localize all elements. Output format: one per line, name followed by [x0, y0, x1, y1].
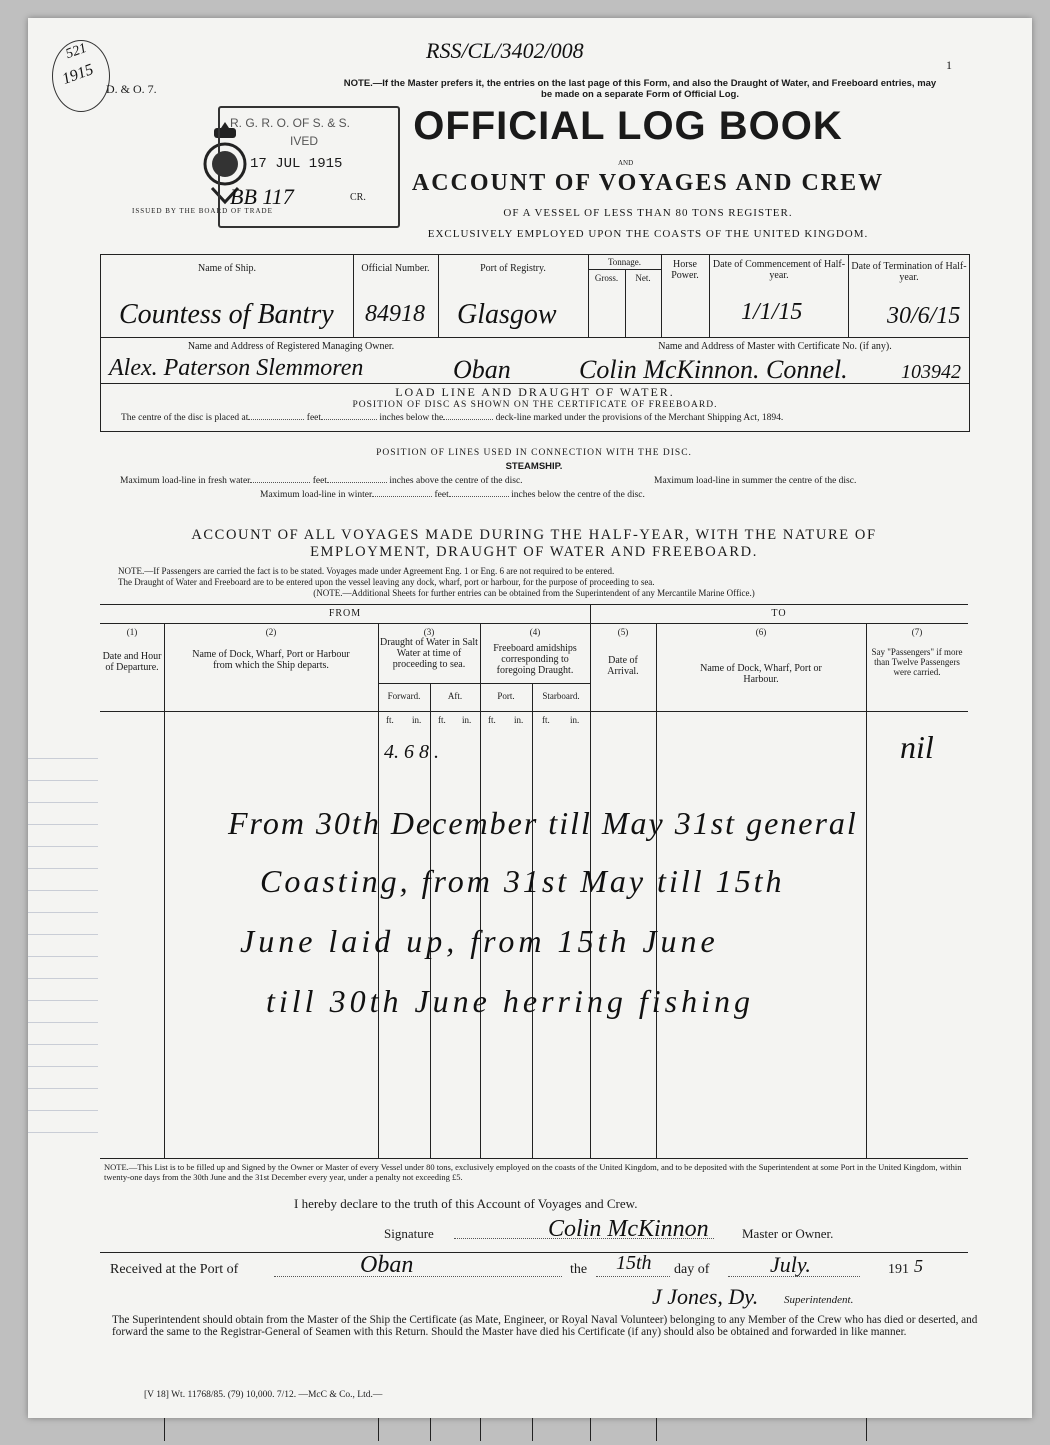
hdr-name-of-ship: Name of Ship. [197, 263, 257, 274]
day-value: 15th [616, 1252, 652, 1274]
winter-c: inches below the centre of the disc. [511, 490, 645, 500]
disc-text-a: The centre of the disc is placed at [121, 413, 249, 423]
page-subtitle: ACCOUNT OF VOYAGES AND CREW [411, 170, 885, 196]
unit-in-4: in. [570, 715, 580, 725]
account-note-3: (NOTE.—Additional Sheets for further entries can be obtained from the Superintendent of any Mercantile Marine Office.) [313, 588, 755, 598]
superintendent-sign: J Jones, Dy. [652, 1284, 759, 1309]
declaration: I hereby declare to the truth of this Account of Voyages and Crew. [294, 1196, 638, 1211]
fresh-c: inches above the centre of the disc. [389, 476, 523, 486]
page-title: OFFICIAL LOG BOOK [413, 104, 843, 148]
account-note-1: NOTE.—If Passengers are carried the fact is to be stated. Voyages made under Agreement Eng. 1 or Eng. 6 are not required to be entered. [118, 566, 615, 576]
summer-line: Maximum load-line in summer the centre of the disc. [654, 476, 857, 486]
col4-header: Freeboard amidships corresponding to foregoing Draught. [493, 643, 577, 676]
disc-text-b: feet [306, 413, 322, 423]
col-num-6: (6) [755, 627, 767, 637]
issued-by: ISSUED BY THE BOARD OF TRADE [132, 207, 273, 215]
fresh-a: Maximum load-line in fresh water [120, 476, 251, 486]
master-label: Name and Address of Master with Certificate No. (if any). [658, 341, 892, 352]
col5-header: Date of Arrival. [607, 655, 639, 677]
commencement-value: 1/1/15 [741, 299, 803, 325]
col2-header: Name of Dock, Wharf, Port or Harbour from which the Ship departs. [192, 649, 350, 671]
col3b-header: Aft. [447, 691, 463, 701]
col-num-1: (1) [126, 627, 138, 637]
unit-ft-3: ft. [488, 715, 496, 725]
passengers-entry: nil [900, 729, 934, 765]
voyage-note-line-3: June laid up, from 15th June [240, 923, 719, 959]
voyage-note-line-2: Coasting, from 31st May till 15th [260, 863, 785, 899]
month-value: July. [770, 1252, 811, 1277]
unit-in-1: in. [412, 715, 422, 725]
day-of-label: day of [674, 1262, 710, 1277]
col6-header: Name of Dock, Wharf, Port or Harbour. [700, 663, 822, 685]
to-header: TO [771, 608, 787, 619]
signature-label: Signature [384, 1226, 434, 1241]
voyage-note-line-4: till 30th June herring fishing [266, 983, 754, 1019]
footer-note: NOTE.—This List is to be filled up and Signed by the Owner or Master of every Vessel under 80 tons, exclusively employed on the coasts of the United Kingdom, and to be deposited with the Superintendent at some Port in the United Kingdom, within twenty-one days from the 30th June and the 31st December every year, under a penalty not exceeding £5. [104, 1162, 962, 1182]
circle-note: 1915 [59, 61, 96, 88]
superintendent-label: Superintendent. [784, 1294, 854, 1306]
hdr-gross: Gross. [594, 273, 619, 283]
stamp-handwritten: BB 117 [230, 184, 294, 209]
header-note: NOTE.—If the Master prefers it, the entries on the last page of this Form, and also the Draught of Water, and Freeboard entries, may be made on a separate Form of Official Log. [343, 78, 937, 100]
account-title-1: ACCOUNT OF ALL VOYAGES MADE DURING THE HALF-YEAR, WITH THE NATURE OF [191, 527, 877, 543]
col4b-header: Starboard. [542, 691, 580, 701]
account-note-2: The Draught of Water and Freeboard are to be entered upon the vessel leaving any dock, wharf, port or harbour, for the purpose of proceeding to sea. [118, 577, 655, 587]
hdr-horse-power: Horse Power. [671, 259, 699, 281]
title-and: AND [618, 159, 634, 167]
signature-value: Colin McKinnon [548, 1216, 709, 1242]
received-port: Oban [360, 1252, 414, 1278]
col3a-header: Forward. [387, 691, 421, 701]
steamship-label: STEAMSHIP. [505, 461, 563, 472]
disc-text-d: deck-line marked under the provisions of the Merchant Shipping Act, 1894. [495, 413, 784, 423]
load-line-title: LOAD LINE AND DRAUGHT OF WATER. [395, 385, 675, 399]
col-num-5: (5) [617, 627, 629, 637]
disc-text-c: inches below the [379, 413, 444, 423]
winter-line [260, 490, 645, 500]
log-book-page [28, 18, 1032, 1418]
ruled-lines [28, 758, 98, 1298]
unit-ft-2: ft. [438, 715, 446, 725]
circle-note-top: 521 [63, 40, 89, 63]
termination-value: 30/6/15 [887, 303, 961, 329]
hdr-termination: Date of Termination of Half-year. [851, 261, 967, 283]
col-num-2: (2) [265, 627, 277, 637]
subtitle-line2: EXCLUSIVELY EMPLOYED UPON THE COASTS OF THE UNITED KINGDOM. [427, 228, 869, 240]
printer-line: [V 18] Wt. 11768/85. (79) 10,000. 7/12. —McC & Co., Ltd.— [144, 1390, 383, 1400]
instructions: The Superintendent should obtain from the Master of the Ship the Certificate (as Mate, Engineer, or Royal Naval Volunteer) belonging to any Member of the Crew who has died or deserted, and forward the same to the Registrar-General of Seamen with this Return. Should the Master have died his Certificate (if any) should also be obtained and forwarded in like manner. [112, 1314, 978, 1338]
footer-block [100, 1158, 968, 1418]
col-num-4: (4) [529, 627, 541, 637]
unit-in-3: in. [514, 715, 524, 725]
disc-line [121, 413, 969, 423]
voyage-note-line-1: From 30th December till May 31st general [228, 805, 858, 841]
unit-in-2: in. [462, 715, 472, 725]
owner-value: Alex. Paterson Slemmoren [109, 355, 364, 381]
col4a-header: Port. [497, 691, 515, 701]
unit-ft-4: ft. [542, 715, 550, 725]
master-value: Colin McKinnon. Connel. [579, 355, 848, 384]
page-number: 1 [946, 58, 952, 72]
subtitle-line1: OF A VESSEL OF LESS THAN 80 TONS REGISTER. [503, 207, 793, 219]
owner-town: Oban [453, 355, 511, 384]
col1-header: Date and Hour of Departure. [102, 651, 162, 673]
winter-b: feet [434, 490, 449, 500]
hdr-commencement: Date of Commencement of Half-year. [712, 259, 846, 281]
unit-ft-1: ft. [386, 715, 394, 725]
hdr-port-of-registry: Port of Registry. [480, 263, 546, 274]
col7-header: Say "Passengers" if more than Twelve Passengers were carried. [871, 647, 963, 677]
year-prefix: 191 [888, 1262, 909, 1277]
draught-entry: 4. 6 8 . [384, 741, 439, 763]
stamp-cr: CR. [350, 192, 366, 203]
received-label: Received at the Port of [110, 1262, 239, 1277]
master-or-owner: Master or Owner. [742, 1226, 834, 1241]
port-of-registry-value: Glasgow [457, 299, 557, 330]
reference-number: RSS/CL/3402/008 [426, 38, 584, 63]
master-cert: 103942 [901, 361, 961, 383]
col-num-3: (3) [423, 627, 435, 637]
col3-header: Draught of Water in Salt Water at time of proceeding to sea. [380, 637, 478, 670]
fresh-line [120, 476, 523, 486]
stamp-line2: IVED [290, 134, 319, 148]
form-code: D. & O. 7. [106, 82, 157, 96]
disc-title: POSITION OF DISC AS SHOWN ON THE CERTIFICATE OF FREEBOARD. [352, 400, 718, 410]
the-label: the [570, 1262, 588, 1277]
owner-label: Name and Address of Registered Managing Owner. [187, 341, 395, 352]
from-header: FROM [328, 608, 362, 619]
account-title-2: EMPLOYMENT, DRAUGHT OF WATER AND FREEBOARD. [310, 544, 758, 560]
winter-a: Maximum load-line in winter [260, 490, 373, 500]
official-number-value: 84918 [365, 301, 425, 327]
hdr-official-number: Official Number. [361, 263, 430, 274]
stamp-date: 17 JUL 1915 [250, 156, 343, 172]
hdr-tonnage: Tonnage. [607, 257, 642, 267]
ship-name-value: Countess of Bantry [119, 299, 334, 330]
hdr-net: Net. [635, 273, 651, 283]
year-value: 5 [914, 1256, 923, 1276]
lines-title: POSITION OF LINES USED IN CONNECTION WITH THE DISC. [376, 448, 692, 458]
ship-table [100, 254, 970, 432]
signature-row [384, 1216, 964, 1244]
col-num-7: (7) [911, 627, 923, 637]
fresh-b: feet [312, 476, 327, 486]
stamp-line1: R. G. R. O. OF S. & S. [230, 116, 351, 130]
received-row [110, 1254, 990, 1282]
